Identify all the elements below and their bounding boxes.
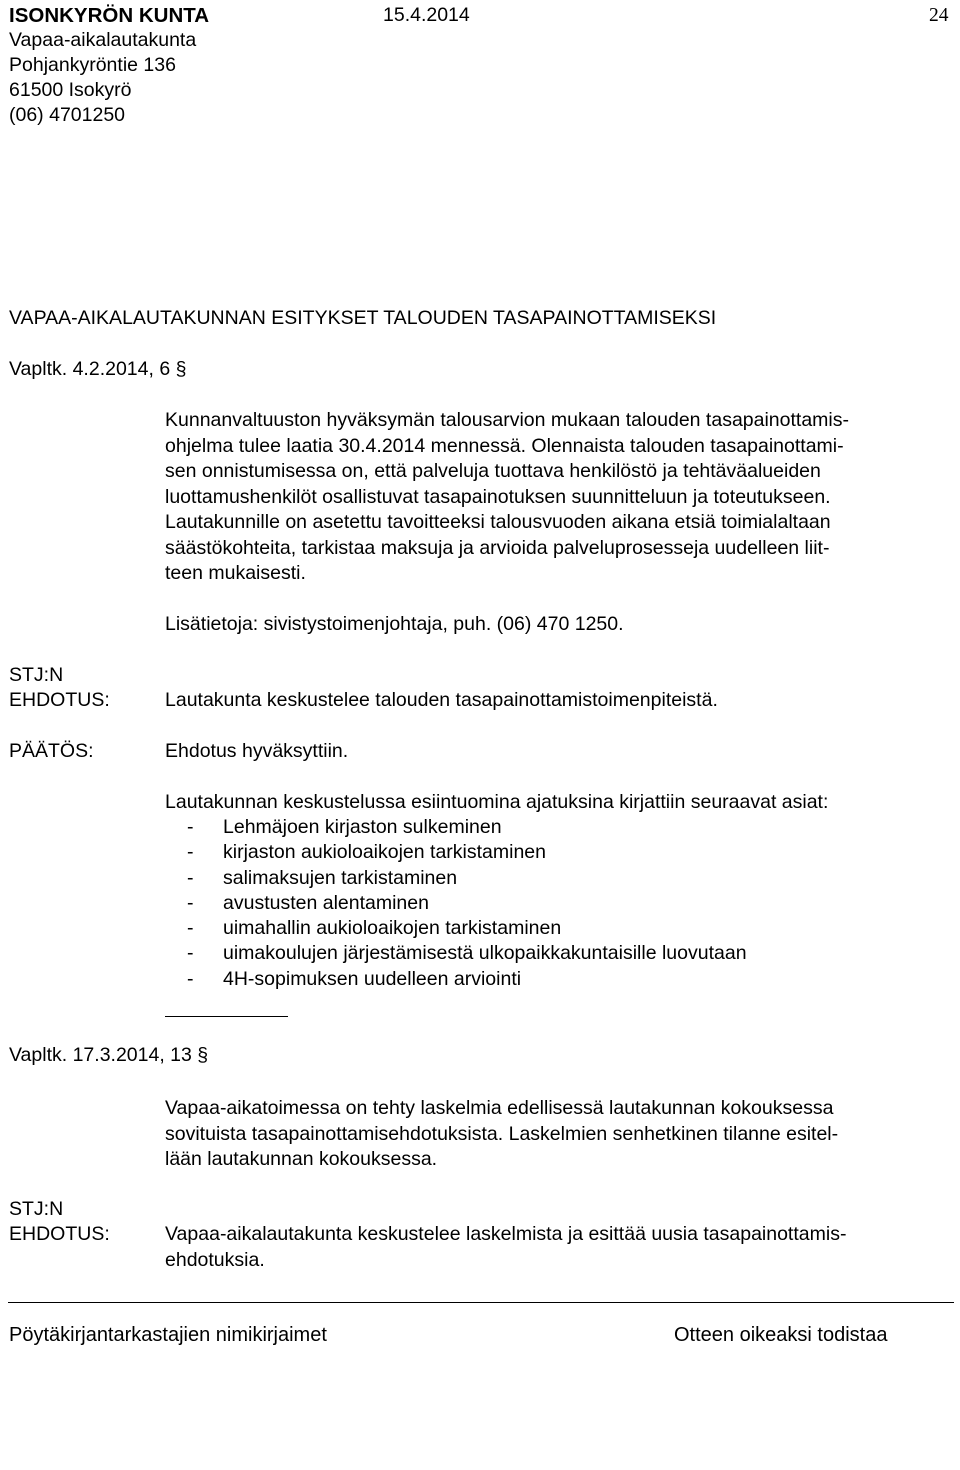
reference-2: Vapltk. 17.3.2014, 13 § bbox=[9, 1044, 209, 1066]
footer-right: Otteen oikeaksi todistaa bbox=[674, 1324, 888, 1346]
page-number: 24 bbox=[929, 5, 949, 26]
paragraph-line: Vapaa-aikatoimessa on tehty laskelmia edellisessä lautakunnan kokouksessa bbox=[165, 1097, 834, 1119]
list-item: - salimaksujen tarkistaminen bbox=[187, 866, 458, 889]
proposal-label-1b: EHDOTUS: bbox=[9, 689, 110, 711]
paragraph-1 bbox=[165, 408, 945, 587]
list-item: - uimakoulujen järjestämisestä ulkopaikkakuntaisille luovutaan bbox=[187, 942, 747, 965]
proposal-text-1: Lautakunta keskustelee talouden tasapainottamistoimenpiteistä. bbox=[165, 689, 718, 711]
decision-label: PÄÄTÖS: bbox=[9, 740, 94, 762]
list-item: - uimahallin aukioloaikojen tarkistaminen bbox=[187, 917, 562, 940]
paragraph-line: Vapaa-aikalautakunta keskustelee laskelmista ja esittää uusia tasapainottamis- bbox=[165, 1223, 847, 1245]
proposal-label-1a: STJ:N bbox=[9, 664, 64, 686]
header-date: 15.4.2014 bbox=[383, 4, 470, 26]
paragraph-line: lään lautakunnan kokouksessa. bbox=[165, 1148, 438, 1170]
org-name: ISONKYRÖN KUNTA bbox=[9, 4, 210, 27]
separator-line bbox=[165, 1016, 288, 1017]
reference-1: Vapltk. 4.2.2014, 6 § bbox=[9, 358, 187, 380]
list-item: - Lehmäjoen kirjaston sulkeminen bbox=[187, 816, 502, 838]
paragraph-line: ehdotuksia. bbox=[165, 1248, 265, 1271]
decision-intro: Lautakunnan keskustelussa esiintuomina ajatuksina kirjattiin seuraavat asiat: bbox=[165, 791, 829, 813]
paragraph-line: sen onnistumisessa on, että palveluja tuottava henkilöstö ja tehtäväalueiden bbox=[165, 460, 821, 482]
paragraph-line: sovituista tasapainottamisehdotuksista. Laskelmien senhetkinen tilanne esitel- bbox=[165, 1122, 839, 1145]
list-item: - avustusten alentaminen bbox=[187, 891, 429, 914]
proposal-label-2a: STJ:N bbox=[9, 1198, 64, 1220]
document-title: VAPAA-AIKALAUTAKUNNAN ESITYKSET TALOUDEN TASAPAINOTTAMISEKSI bbox=[9, 307, 717, 329]
decision-text: Ehdotus hyväksyttiin. bbox=[165, 740, 349, 762]
paragraph-line: Kunnanvaltuuston hyväksymän talousarvion mukaan talouden tasapainottamis- bbox=[165, 409, 849, 431]
paragraph-line: säästökohteita, tarkistaa maksuja ja arvioida palveluprosesseja uudelleen liit- bbox=[165, 536, 830, 559]
paragraph-line: Lautakunnille on asetettu tavoitteeksi talousvuoden aikana etsiä toimialaltaan bbox=[165, 511, 831, 533]
list-item: - kirjaston aukioloaikojen tarkistaminen bbox=[187, 841, 546, 864]
paragraph-line: teen mukaisesti. bbox=[165, 562, 306, 584]
header-street: Pohjankyröntie 136 bbox=[9, 54, 176, 76]
paragraph-line: ohjelma tulee laatia 30.4.2014 mennessä. Olennaista talouden tasapainottami- bbox=[165, 434, 844, 457]
header-postal: 61500 Isokyrö bbox=[9, 79, 132, 101]
proposal-label-2b: EHDOTUS: bbox=[9, 1223, 110, 1245]
proposal-text-2 bbox=[165, 1222, 945, 1273]
decision-list bbox=[187, 815, 747, 992]
footer-rule bbox=[8, 1302, 954, 1303]
header-unit: Vapaa-aikalautakunta bbox=[9, 29, 197, 51]
footer-left: Pöytäkirjantarkastajien nimikirjaimet bbox=[9, 1324, 327, 1346]
paragraph-line: luottamushenkilöt osallistuvat tasapainotuksen suunnitteluun ja toteutukseen. bbox=[165, 485, 831, 508]
list-item: - 4H-sopimuksen uudelleen arviointi bbox=[187, 967, 522, 990]
paragraph-2 bbox=[165, 1096, 945, 1173]
header-phone: (06) 4701250 bbox=[9, 104, 126, 126]
contact-info: Lisätietoja: sivistystoimenjohtaja, puh. (06) 470 1250. bbox=[165, 613, 624, 635]
